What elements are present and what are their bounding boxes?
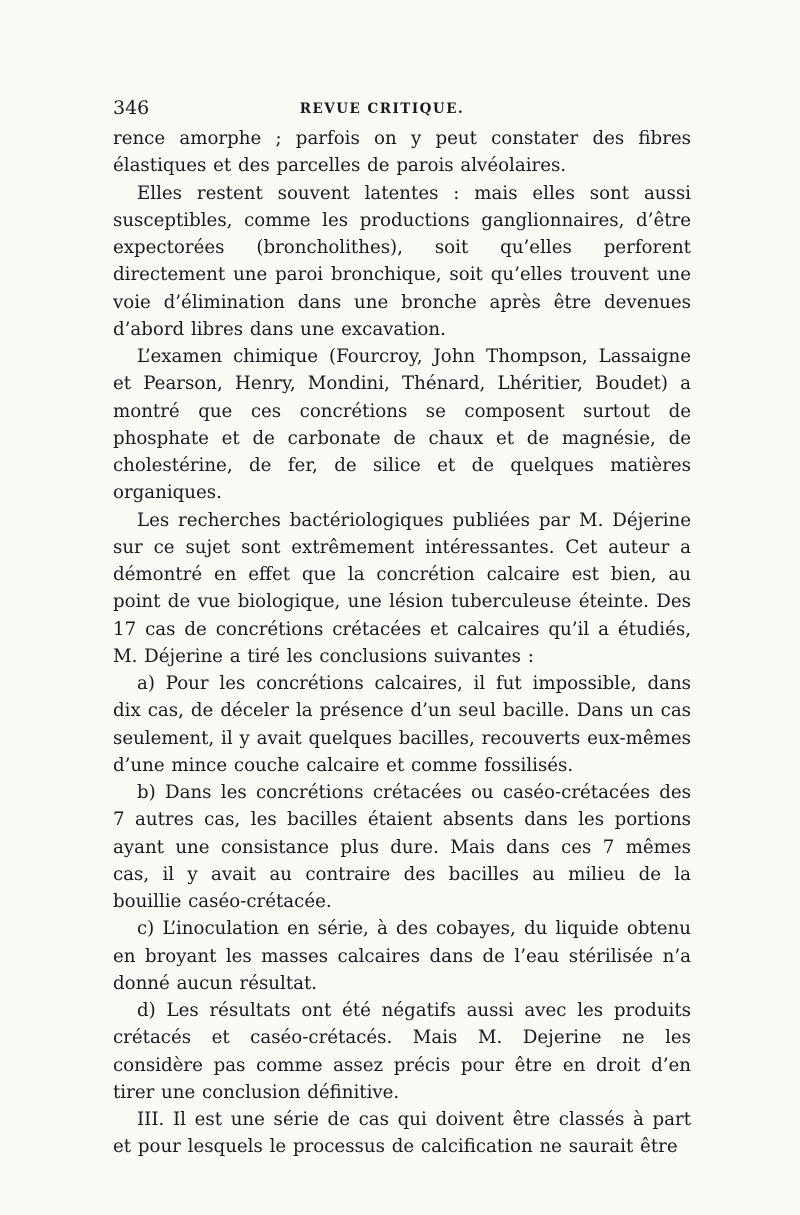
paragraph-9: III. Il est une série de cas qui doivent être classés à part et pour lesquels le processus de calcification ne saurait être [113,1109,691,1158]
paragraph-5: a) Pour les concrétions calcaires, il fut impossible, dans dix cas, de déceler la présence d’un seul bacille. Dans un cas seulement, il y avait quelques bacilles, recouverts eux-mêmes d’une mince couche calcaire et comme fossilisés. [113,673,691,776]
book-page [113,95,691,1161]
page-number: 346 [113,97,150,119]
running-title: REVUE CRITIQUE. [299,101,465,117]
paragraph-7: c) L’inoculation en série, à des cobayes, du liquide obtenu en broyant les masses calcaires dans de l’eau stérilisée n’a donné aucun résultat. [113,918,691,994]
paragraph-1: rence amorphe ; parfois on y peut constater des fibres élastiques et des parcelles de parois alvéolaires. [113,128,691,177]
paragraph-8: d) Les résultats ont été négatifs aussi avec les produits crétacés et caséo-crétacés. Mais M. Dejerine ne les considère pas comme assez précis pour être en droit d’en tirer une conclusion définitive. [113,1000,691,1103]
page-header [113,95,691,121]
paragraph-2: Elles restent souvent latentes : mais elles sont aussi susceptibles, comme les productions ganglionnaires, d’être expectorées (broncholithes), soit qu’elles perforent directement une paroi bronchique, soit qu’elles trouvent une voie d’élimination dans une bronche après être devenues d’abord libres dans une excavation. [113,182,691,340]
paragraph-3: L’examen chimique (Fourcroy, John Thompson, Lassaigne et Pearson, Henry, Mondini, Thénard, Lhéritier, Boudet) a montré que ces concrétions se composent surtout de phosphate et de carbonate de chaux et de magnésie, de cholestérine, de fer, de silice et de quelques matières organiques. [113,346,691,504]
paragraph-4: Les recherches bactériologiques publiées par M. Déjerine sur ce sujet sont extrêmement intéressantes. Cet auteur a démontré en effet que la concrétion calcaire est bien, au point de vue biologique, une lésion tuberculeuse éteinte. Des 17 cas de concrétions crétacées et calcaires qu’il a étudiés, M. Déjerine a tiré les conclusions suivantes : [113,509,691,667]
paragraph-6: b) Dans les concrétions crétacées ou caséo-crétacées des 7 autres cas, les bacilles étaient absents dans les portions ayant une consistance plus dure. Mais dans ces 7 mêmes cas, il y avait au contraire des bacilles au milieu de la bouillie caséo-crétacée. [113,782,691,912]
